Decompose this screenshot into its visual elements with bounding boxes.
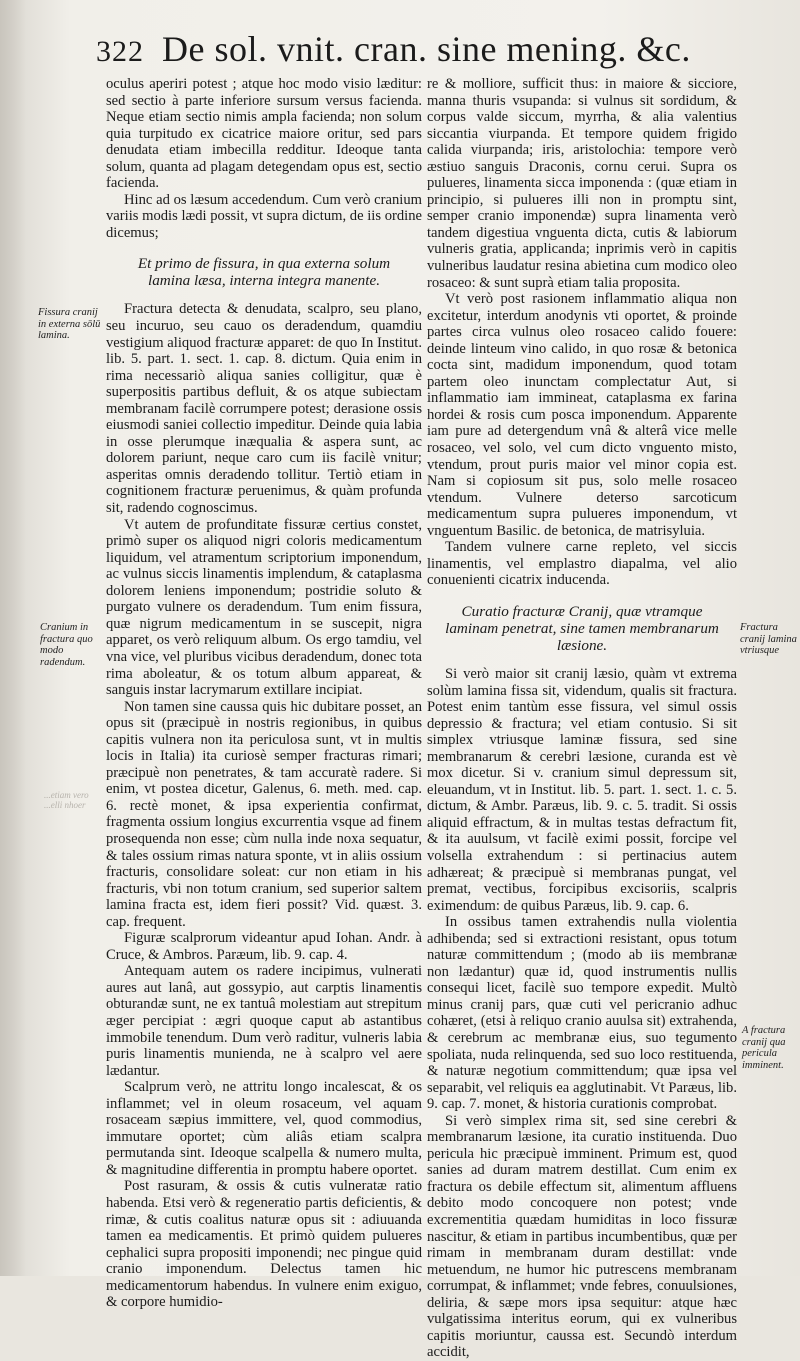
paragraph: oculus aperiri potest ; atque hoc modo visio læditur: sed sectio à parte inferiore sursum versus facienda. Neque etiam sectio nimis ampla facienda; non solum quia turpitudo ex cicatrice maiore oritur, sed pars denudata etiam imbecilla redditur. Ideoque tanta solum, quanta ad plagam detegendam opus est, sectio facienda. — [106, 76, 422, 192]
paragraph: Antequam autem os radere incipimus, vulnerati aures aut lanâ, aut gossypio, aut carptis linamentis obturandæ sunt, ne ex tantuâ molestiam aut strepitum æger percipiat : ægri quoque caput ab astantibus immobile tenendum. Dum verò raditur, vulneris labia puris linamentis munienda, ne à scalpro vel aere lædantur. — [106, 963, 422, 1079]
paragraph: Fractura detecta & denudata, scalpro, seu plano, seu incuruo, seu cauo os deradendum, quamdiu vestigium aliquod fracturæ apparet: de quo In Institut. lib. 5. part. 1. sect. 1. cap. 8. dictum. Quia enim in rima necessariò aliqua sanies colligitur, quæ è superpositis partibus defluit, & os atque subiectam membranam facilè corrumpere potest; derasione ossis eiusmodi saniei collectio impeditur. Deinde quia labia in osse plerumque inæqualia & aspera sunt, ac dolorem pariunt, neque caro cum iis facilè vnitur; asperitas omnis deradendo tollitur. Tertiò etiam in cognitionem fracturæ peruenimus, & quàm profunda sit, radendo cognoscimus. — [106, 301, 422, 517]
margin-note-pericula: A fractura cranij qua pericula imminent. — [742, 1025, 786, 1071]
margin-note-fractura-vtriusque: Fractura cranij lamina vtriusque — [740, 622, 797, 656]
paragraph: re & molliore, sufficit thus: in maiore & sicciore, manna thuris vsupanda: si vulnus sit sordidum, & corpus valde siccum, myrrha, & alia valentius siccantia viurpanda. Et tempore quidem frigido calida viurpanda; iris, aristolochia: tempore verò æstiuo sanguis Draconis, cornu cerui. Supra os pulueres, linamenta sicca imponenda : (quæ etiam in principio, si pulueres illi non in promptu sint, semper cranio imponendæ) supra linamenta verò tandem digestiua vnguenta dicta, cutis & labiorum vulneris gratia, applicanda; inprimis verò in capitis vulneribus laudatur resina abietina cum modico oleo rosaceo: & sunt suprà etiam talia proposita. — [427, 76, 737, 291]
paragraph: Post rasuram, & ossis & cutis vulneratæ ratio habenda. Etsi verò & regeneratio partis deficientis, & rimæ, & cutis coalitus naturæ opus sit : adiuuanda tamen ea medicamentis. Et primò quidem pulueres cephalici supra propositi imponendi; nec pingue quid cranio imponendum. Delectus tamen hic medicamentorum habendus. In vulnere enim exiguo, & corpore humidio- — [106, 1178, 422, 1311]
running-head — [96, 28, 780, 74]
paragraph: Si verò maior sit cranij læsio, quàm vt extrema solùm lamina fissa sit, videndum, qualis sit fractura. Potest enim tantùm esse fissura, vel simul ossis depressio & fractura; vel etiam contusio. Si sit simplex vtriusque laminæ fissura, sed sine membranarum & cerebri læsione, curanda est vè mox dicetur. Si v. cranium simul depressum sit, eleuandum, vt in Institut. lib. 5. part. 1. sect. 1. c. 5. dictum, & Ambr. Paræus, lib. 9. c. 5. tradit. Si ossis aliquid effractum, & in multas testas defractum fit, & ita auulsum, vt facilè eximi possit, forcipe vel volsella extrahendum : si pertinacius autem adhæreat; & præcipuè si membranas pungat, vel premat, vectibus, forcipibus excisoriis, scalpris eximendum: de quibus Paræus, lib. 9. cap. 6. — [427, 665, 737, 914]
margin-note-cranium-radendum: Cranium in fractura quo modo radendum. — [40, 622, 93, 668]
paragraph: Non tamen sine caussa quis hic dubitare posset, an opus sit (præcipuè in nostris regionibus, in quibus capitis vulnera non ita periculosa sunt, vt in multis locis in Italia) ita curiosè semper fracturas rimari; præcipuè non penetrates, & tam accuratè radere. Si enim, vt postea dicetur, Galenus, 6. meth. med. cap. 6. rectè monet, & ipsa experientia confirmat, fragmenta ossium longius excurrentia vsque ad finem prosequenda non esse; cùm nulla inde noxa sequatur, & tales ossium rimas natura sponte, vt in aliis ossium fracturis, consolidare soleat: cur non etiam in his fracturis, vbi non totum cranium, sed superior saltem lamina fracta est, idem fieri possit? Vid. quæst. 3. cap. frequent. — [106, 698, 422, 930]
paragraph: Si verò simplex rima sit, sed sine cerebri & membranarum læsione, ita curatio instituenda. Duo pericula hic præcipuè imminent. Primum est, quod sanies ad duram matrem destillat. Cum enim ex fractura os debile effectum sit, alimentum affluens debito modo concoquere non potest; vnde excrementitia quædam humiditas in loco fissuræ nascitur, & etiam in partibus incumbentibus, quæ per rimam in membranam duram destillat: vnde metuendum, ne humor hic putrescens membranam corrumpat, & inflammet; vnde febres, conuulsiones, deliria, & sæpe mors ipsa sequitur: atque hæc vulgatissima interitus eorum, qui ex vulneribus capitis moriuntur, caussa est. Secundò interdum accidit, — [427, 1112, 737, 1361]
paragraph: Figuræ scalprorum videantur apud Iohan. Andr. à Cruce, & Ambros. Paræum, lib. 9. cap. 4. — [106, 930, 422, 963]
margin-note-fissura: Fissura cranij in externa sōlū lamina. — [38, 307, 101, 341]
paragraph: Scalprum verò, ne attritu longo incalescat, & os inflammet; vel in oleum rosaceum, vel aquam rosaceam sæpius immittere, vel, quod commodius, immutare oportet; cùm aliâs etiam scalpra permutanda sint. Ideoque scalpella & numero multa, & magnitudine differentia in promptu habere oportet. — [106, 1079, 422, 1178]
section-heading: Et primo de fissura, in qua externa solum lamina læsa, interna integra manente. — [137, 255, 391, 290]
running-title: De sol. vnit. cran. sine mening. &c. — [162, 29, 691, 69]
paragraph: Tandem vulnere carne repleto, vel siccis linamentis, vel emplastro diapalma, vel alio conuenienti cicatrix inducenda. — [427, 539, 737, 589]
show-through-text: ...etiam vero ...elli nhoer — [44, 790, 89, 810]
page-gutter-shadow — [0, 0, 26, 1276]
paragraph: Hinc ad os læsum accedendum. Cum verò cranium variis modis lædi possit, vt supra dictum, de iis ordine dicemus; — [106, 191, 422, 241]
section-heading: Curatio fracturæ Cranij, quæ vtramque laminam penetrat, sine tamen membranarum læsione. — [445, 602, 719, 654]
left-column — [106, 76, 422, 1311]
paragraph: In ossibus tamen extrahendis nulla violentia adhibenda; sed si extractioni resistant, opus totum naturæ committendum ; (modo ab iis membranæ non lædantur) quæ id, quod instrumentis nullis consequi licet, facilè suo tempore expedit. Multò minus cranij pars, quæ cuti vel pericranio adhuc cohæret, (etsi à reliquo cranio auulsa sit) extrahenda, & cerebrum ac membranæ eius, suo tegumento spoliata, nuda relinquenda, sed suo loco restituenda, & naturæ negotium committendum; quæ ipsa vel separabit, vel reliquis ea agglutinabit. Vt Paræus, lib. 9. cap. 7. monet, & historia curationis comprobat. — [427, 914, 737, 1113]
paragraph: Vt autem de profunditate fissuræ certius constet, primò super os aliquod nigri coloris medicamentum liquidum, vel atramentum scriptorium imponendum, ac vulnus siccis linamentis implendum, & cataplasma dolorem leniens imponendum; postridie soluto & purgato vulnere os deradendum. Tum enim fissura, quæ nigrum medicamentum in se suscepit, nigra apparet, os verò reliquum album. Os ergo tamdiu, vel vna vice, vel pluribus vicibus deradendum, donec tota rima aboleatur, & os totum album appareat, & sanguis instar lacrymarum extillare incipiat. — [106, 516, 422, 699]
paragraph: Vt verò post rasionem inflammatio aliqua non excitetur, interdum anodynis vti oportet, & proinde partes circa vulnus oleo rosaceo calido fouere: deinde linteum vino calido, in quo rosæ & betonica cocta sint, madidum imponendum, quod totam partem oleo inunctam complectatur Aut, si inflammatio iam immineat, cataplasma ex farina hordei & rosis cum posca imponendum. Apparente iam pure ad detergendum vnâ & alterâ vice melle rosaceo, vel solo, vel cum dicto vnguento misto, vtendum, prout puris maior vel minor copia est. Nam si copiosum sit pus, solo melle rosaceo vtendum. Vulnere deterso sarcoticum medicamentum supra pulueres imponendum, vt vnguentum Basilic. de betonica, de matrisyluia. — [427, 291, 737, 539]
right-column — [427, 76, 737, 1361]
page-number: 322 — [96, 35, 144, 68]
